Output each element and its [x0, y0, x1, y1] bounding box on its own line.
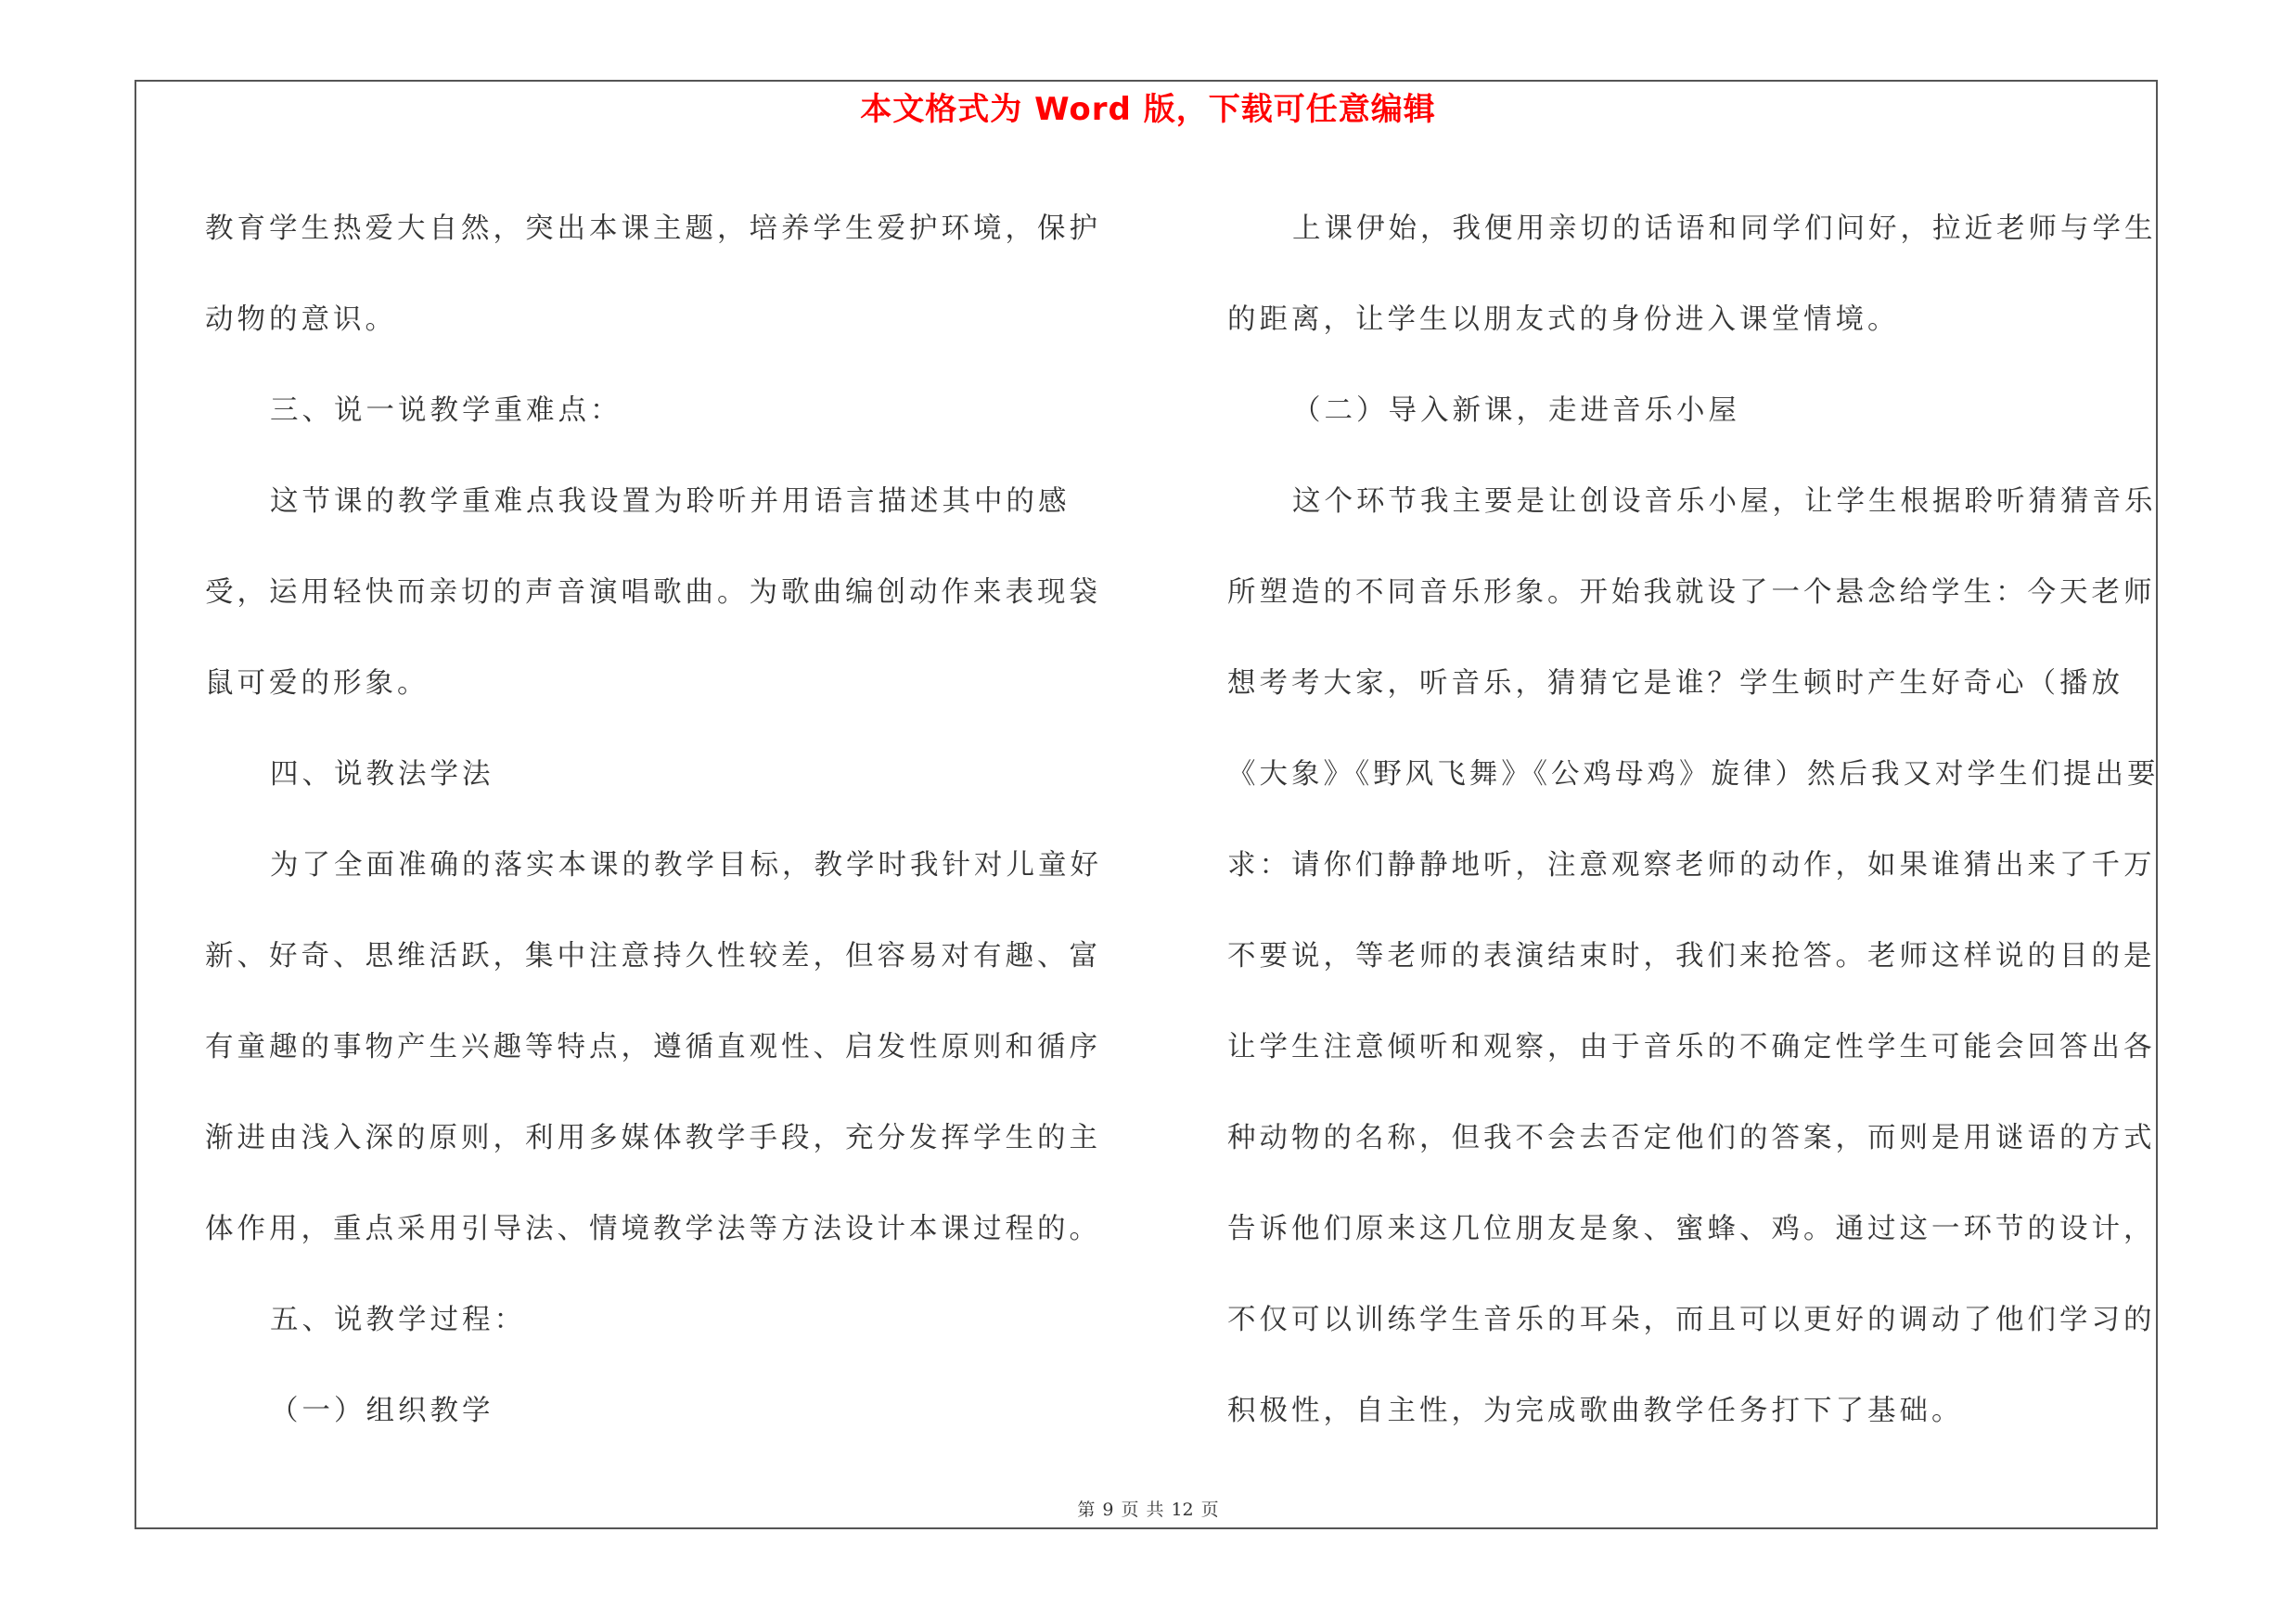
paragraph: 为了全面准确的落实本课的教学目标，教学时我针对儿童好新、好奇、思维活跃，集中注意持久性较差，但容易对有趣、富有童趣的事物产生兴趣等特点，遵循直观性、启发性原则和循序渐进由浅入深的原则，利用多媒体教学手段，充分发挥学生的主体作用，重点采用引导法、情境教学法等方法设计本课过程的。	[205, 849, 1102, 1245]
footer-page-word: 页	[1121, 1500, 1139, 1520]
paragraph: 这个环节我主要是让创设音乐小屋，让学生根据聆听猜猜音乐所塑造的不同音乐形象。开始我就设了一个悬念给学生：今天老师想考考大家，听音乐，猜猜它是谁？学生顿时产生好奇心（播放《大象》《野风飞舞》《公鸡母鸡》旋律）然后我又对学生们提出要求：请你们静静地听，注意观察老师的动作，如果谁猜出来了千万不要说，等老师的表演结束时，我们来抢答。老师这样说的目的是让学生注意倾听和观察，由于音乐的不确定性学生可能会回答出各种动物的名称，但我不会去否定他们的答案，而则是用谜语的方式告诉他们原来这几位朋友是象、蜜蜂、鸡。通过这一环节的设计，不仅可以训练学生音乐的耳朵，而且可以更好的调动了他们学习的积极性，自主性，为完成歌曲教学任务打下了基础。	[1227, 485, 2160, 1427]
current-page-number: 9	[1102, 1500, 1114, 1520]
page-number-footer	[0, 1496, 2296, 1521]
sub-heading: （二）导入新课，走进音乐小屋	[1292, 394, 1740, 427]
footer-prefix: 第	[1077, 1500, 1096, 1520]
paragraph: 上课伊始，我便用亲切的话语和同学们问好，拉近老师与学生的距离，让学生以朋友式的身份进入课堂情境。	[1227, 213, 2157, 336]
footer-total-word: 共	[1146, 1500, 1164, 1520]
right-column	[1227, 184, 2164, 1457]
left-column	[205, 184, 1133, 1457]
paragraph: 这节课的教学重难点我设置为聆听并用语言描述其中的感受，运用轻快而亲切的声音演唱歌曲。为歌曲编创动作来表现袋鼠可爱的形象。	[205, 485, 1101, 700]
header-banner: 本文格式为 Word 版，下载可任意编辑	[860, 91, 1436, 128]
footer-suffix: 页	[1200, 1500, 1219, 1520]
paragraph: 教育学生热爱大自然，突出本课主题，培养学生爱护环境，保护动物的意识。	[205, 213, 1101, 336]
section-heading: 四、说教法学法	[270, 758, 494, 791]
total-pages-number: 12	[1171, 1500, 1194, 1520]
section-heading: 五、说教学过程：	[270, 1304, 526, 1336]
section-heading: 三、说一说教学重难点：	[270, 394, 622, 427]
sub-heading: （一）组织教学	[270, 1395, 494, 1427]
